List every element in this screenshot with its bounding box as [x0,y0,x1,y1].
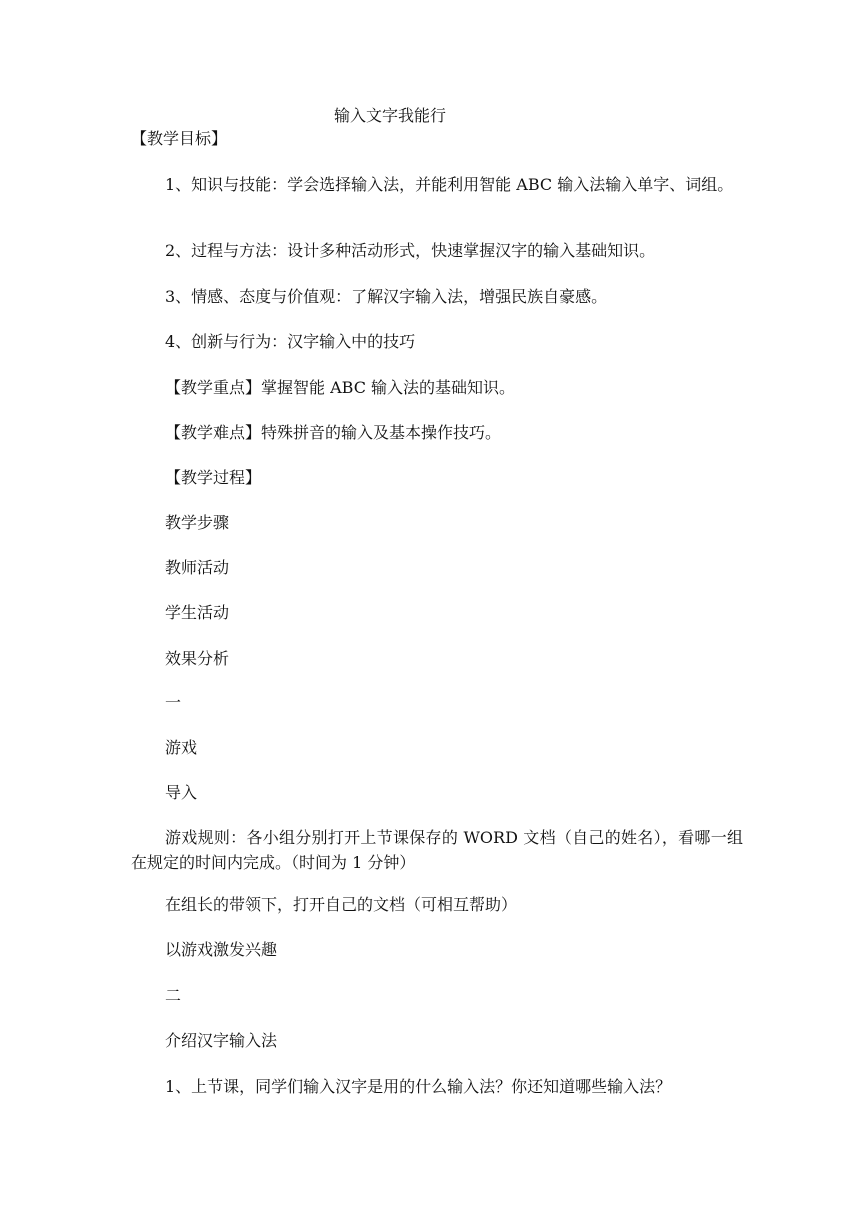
column-teacher: 教师活动 [165,558,230,577]
document-title: 输入文字我能行 [333,106,446,125]
objective-2: 2、过程与方法：设计多种活动形式，快速掌握汉字的输入基础知识。 [165,241,656,260]
difficulty: 【教学难点】特殊拼音的输入及基本操作技巧。 [165,423,502,442]
column-student: 学生活动 [165,603,230,622]
heading-process: 【教学过程】 [165,468,262,487]
step1-effect: 以游戏激发兴趣 [165,940,278,959]
objective-3: 3、情感、态度与价值观：了解汉字输入法，增强民族自豪感。 [165,287,608,306]
column-effect: 效果分析 [165,649,230,668]
step2-name: 介绍汉字输入法 [165,1031,278,1050]
heading-objectives: 【教学目标】 [131,129,228,148]
objective-4: 4、创新与行为：汉字输入中的技巧 [165,332,416,351]
step1-student: 在组长的带领下，打开自己的文档（可相互帮助） [165,895,518,914]
step2-question-1: 1、上节课，同学们输入汉字是用的什么输入法？你还知道哪些输入法？ [165,1077,672,1096]
objective-1: 1、知识与技能：学会选择输入法，并能利用智能 ABC 输入法输入单字、词组。 [165,175,734,194]
step1-name-a: 游戏 [165,738,198,757]
step1-number: 一 [165,693,182,712]
column-steps: 教学步骤 [165,513,230,532]
step1-name-b: 导入 [165,783,198,802]
key-point: 【教学重点】掌握智能 ABC 输入法的基础知识。 [165,378,516,397]
step1-teacher: 游戏规则：各小组分别打开上节课保存的 WORD 文档（自己的姓名），看哪一组在规定的时间内完成。（时间为 1 分钟） [131,828,743,872]
step2-number: 二 [165,986,182,1005]
